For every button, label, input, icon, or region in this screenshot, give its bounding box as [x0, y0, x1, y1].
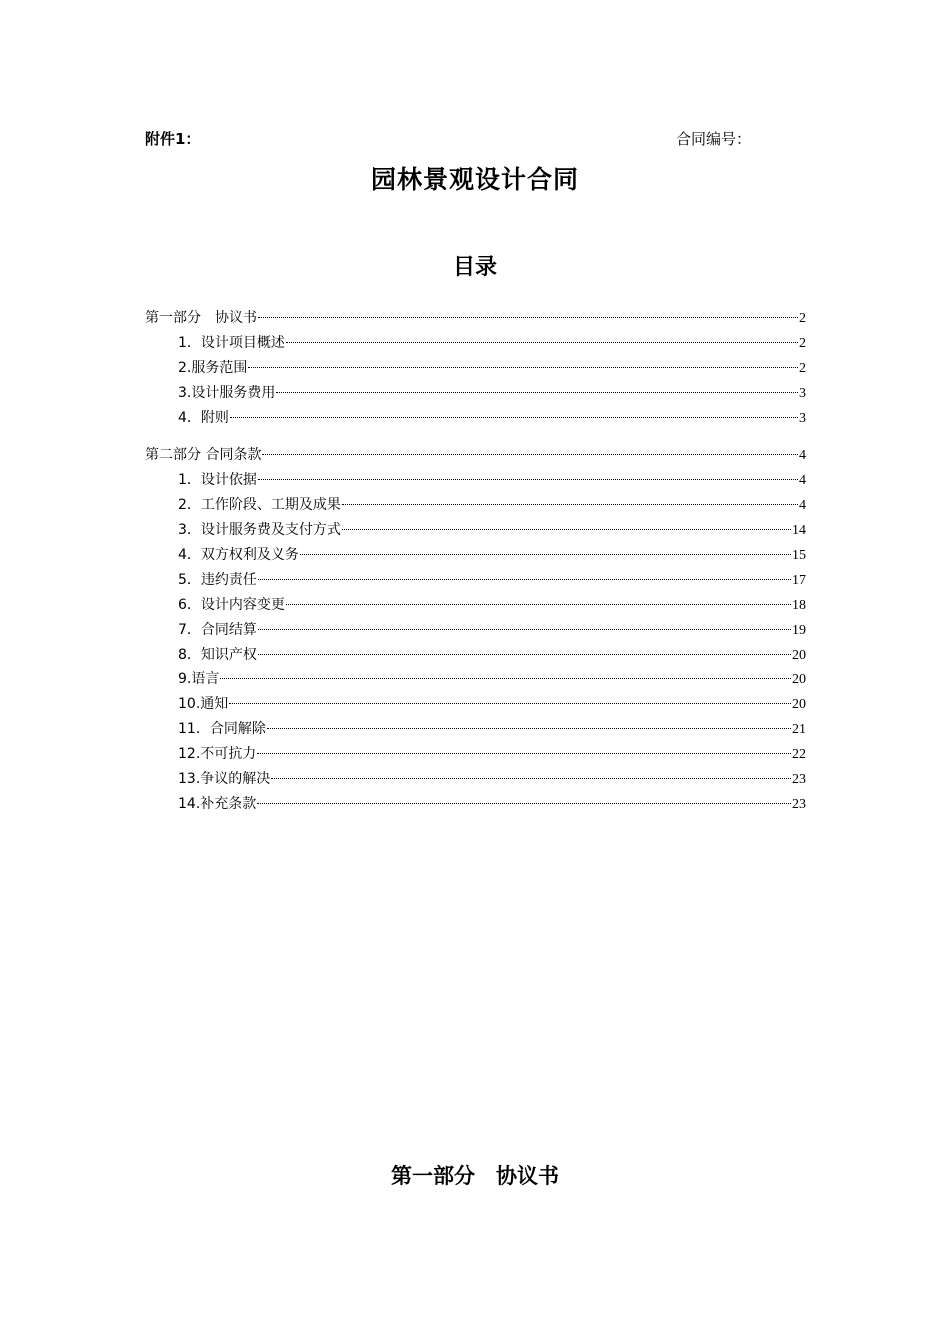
toc-entry[interactable]	[145, 667, 806, 692]
toc-leader	[248, 367, 798, 368]
toc-entry-label: 第二部分 合同条款	[145, 447, 262, 464]
toc-entry-label: 1．设计项目概述	[178, 334, 285, 351]
toc-entry-page: 20	[792, 672, 806, 688]
toc-entry[interactable]	[145, 543, 806, 568]
toc-entry-label: 8．知识产权	[178, 646, 257, 663]
toc-entry[interactable]	[145, 792, 806, 817]
toc-entry-label: 3．设计服务费及支付方式	[178, 522, 341, 539]
toc-entry[interactable]	[145, 692, 806, 717]
toc-entry-page: 22	[792, 747, 806, 763]
toc-leader	[286, 342, 798, 343]
toc-leader	[230, 417, 798, 418]
toc-entry[interactable]	[145, 443, 806, 468]
toc-entry-page: 21	[792, 722, 806, 738]
toc-entry-page: 17	[792, 572, 806, 588]
toc-entry-label: 7．合同结算	[178, 621, 257, 638]
toc-entry[interactable]	[145, 493, 806, 518]
toc-entry-label: 2．工作阶段、工期及成果	[178, 497, 341, 514]
toc-entry-label: 1．设计依据	[178, 472, 257, 489]
toc-entry-page: 4	[799, 473, 806, 489]
toc-leader	[342, 504, 798, 505]
toc-entry[interactable]	[145, 331, 806, 356]
toc-entry[interactable]	[145, 767, 806, 792]
toc-leader	[271, 778, 791, 779]
toc-entry-label: 2.服务范围	[178, 359, 248, 376]
toc-entry-page: 15	[792, 548, 806, 564]
toc-entry[interactable]	[145, 643, 806, 668]
toc-leader	[276, 392, 798, 393]
toc-leader	[300, 554, 791, 555]
toc-entry[interactable]	[145, 356, 806, 381]
toc-entry-label: 4．双方权利及义务	[178, 547, 299, 564]
toc-entry-page: 23	[792, 772, 806, 788]
toc-leader	[267, 728, 791, 729]
attachment-label: 附件1：	[145, 130, 201, 148]
section-heading: 第一部分 协议书	[391, 1164, 559, 1188]
toc-entry[interactable]	[145, 406, 806, 431]
toc-entry-page: 20	[792, 647, 806, 663]
toc-entry-page: 4	[799, 498, 806, 514]
toc-entry-page: 2	[799, 311, 806, 326]
toc-leader	[258, 629, 791, 630]
toc-entry-page: 3	[799, 385, 806, 401]
toc-entry-label: 3.设计服务费用	[178, 384, 276, 401]
toc-entry[interactable]	[145, 381, 806, 406]
toc-leader	[258, 654, 791, 655]
document-title: 园林景观设计合同	[370, 165, 579, 194]
toc-entry-label: 10.通知	[178, 696, 229, 713]
toc-entry-page: 2	[799, 335, 806, 351]
toc-entry-label: 第一部分 协议书	[145, 310, 257, 326]
toc-leader	[257, 803, 791, 804]
toc-leader	[257, 753, 791, 754]
toc-entry-label: 5．违约责任	[178, 571, 257, 588]
contract-number-label: 合同编号：	[676, 130, 752, 148]
toc-entry-label: 6．设计内容变更	[178, 596, 285, 613]
toc-entry-label: 12.不可抗力	[178, 746, 257, 763]
table-of-contents	[145, 306, 806, 817]
toc-leader	[258, 317, 798, 318]
toc-entry-page: 23	[792, 796, 806, 812]
toc-leader	[220, 678, 791, 679]
toc-entry-label: 4．附则	[178, 409, 229, 426]
toc-entry[interactable]	[145, 306, 806, 331]
toc-entry-label: 14.补充条款	[178, 795, 257, 812]
toc-entry[interactable]	[145, 742, 806, 767]
toc-entry-label: 13.争议的解决	[178, 771, 271, 788]
toc-entry[interactable]	[145, 568, 806, 593]
toc-leader	[342, 529, 791, 530]
toc-entry-page: 2	[799, 360, 806, 376]
toc-leader	[258, 479, 798, 480]
toc-entry[interactable]	[145, 717, 806, 742]
toc-leader	[229, 703, 791, 704]
toc-entry-page: 3	[799, 410, 806, 426]
toc-leader	[258, 579, 791, 580]
toc-entry-page: 4	[799, 448, 806, 464]
toc-leader	[262, 454, 798, 455]
toc-entry-label: 9.语言	[178, 671, 220, 688]
toc-entry[interactable]	[145, 518, 806, 543]
toc-title: 目录	[452, 255, 497, 280]
toc-leader	[286, 604, 791, 605]
toc-entry-page: 20	[792, 697, 806, 713]
toc-entry[interactable]	[145, 618, 806, 643]
toc-entry-page: 19	[792, 622, 806, 638]
toc-entry[interactable]	[145, 593, 806, 618]
toc-entry[interactable]	[145, 468, 806, 493]
toc-entry-page: 14	[792, 523, 806, 539]
toc-entry-label: 11．合同解除	[178, 721, 266, 738]
toc-entry-page: 18	[792, 597, 806, 613]
